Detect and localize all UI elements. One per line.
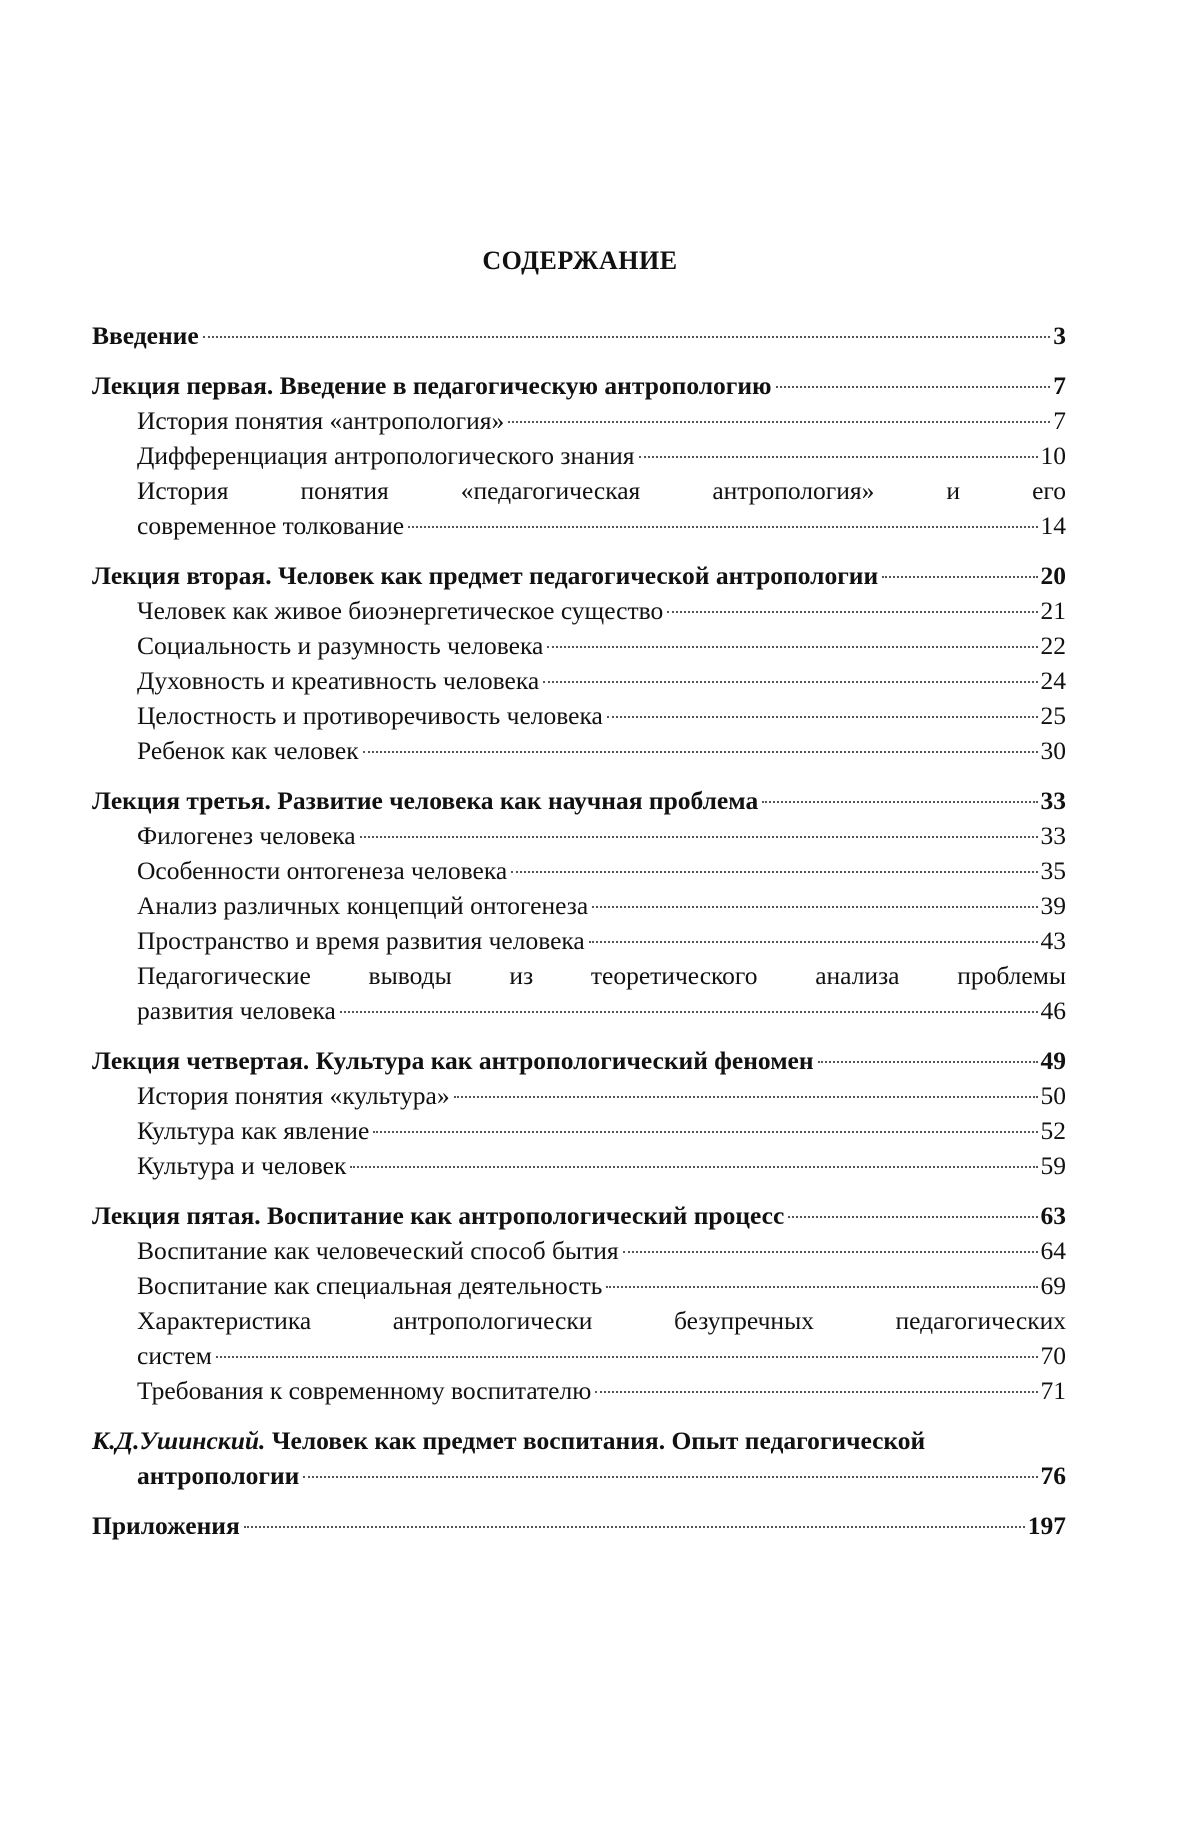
toc-entry-label: Лекция вторая. Человек как предмет педагогической антропологии (92, 561, 879, 590)
toc-subentry[interactable] (92, 993, 1066, 1028)
toc-entry-ushinsky-first-line[interactable] (92, 1423, 1066, 1458)
toc-subentry[interactable] (92, 508, 1066, 543)
dot-leader (244, 1526, 1025, 1528)
toc-subentry[interactable] (92, 923, 1066, 958)
toc-subentry[interactable] (92, 853, 1066, 888)
toc-page-number: 25 (1040, 701, 1066, 730)
toc-subentry[interactable] (92, 593, 1066, 628)
toc-section-lecture-2 (92, 558, 1066, 768)
toc-subentry[interactable] (92, 663, 1066, 698)
dot-leader (547, 646, 1037, 648)
dot-leader (762, 801, 1037, 803)
toc-entry-label: Анализ различных концепций онтогенеза (137, 891, 589, 920)
toc-subentry[interactable] (92, 1338, 1066, 1373)
toc-entry-label: Дифференциация антропологического знания (137, 441, 635, 470)
dot-leader (882, 576, 1037, 578)
toc-entry-label: Введение (92, 321, 199, 350)
dot-leader (623, 1251, 1038, 1253)
toc-entry-label: Лекция третья. Развитие человека как научная проблема (92, 786, 759, 815)
toc-section-lecture-3 (92, 783, 1066, 1028)
toc-page-number: 14 (1040, 511, 1066, 540)
toc-page-number: 71 (1040, 1376, 1066, 1405)
toc-subentry[interactable] (92, 733, 1066, 768)
toc-entry-label: Духовность и креативность человека (137, 666, 540, 695)
toc-page-number: 59 (1040, 1151, 1066, 1180)
toc-page-number: 10 (1040, 441, 1066, 470)
toc-subentry[interactable] (92, 1078, 1066, 1113)
toc-entry-label: систем (137, 1341, 212, 1370)
toc-page-number: 197 (1027, 1511, 1066, 1540)
toc-page-number: 39 (1040, 891, 1066, 920)
toc-entry-label: Целостность и противоречивость человека (137, 701, 603, 730)
author-name: К.Д.Ушинский. (92, 1426, 266, 1455)
toc-entry-label: антропологии (137, 1461, 300, 1490)
toc-entry-label: Воспитание как специальная деятельность (137, 1271, 603, 1300)
dot-leader (776, 386, 1051, 388)
toc-page-number: 7 (1053, 406, 1066, 435)
toc-entry-label: Культура и человек (137, 1151, 347, 1180)
dot-leader (508, 421, 1050, 423)
toc-entry-label: Человек как живое биоэнергетическое существо (137, 596, 664, 625)
dot-leader (363, 751, 1038, 753)
toc-entry-label: Социальность и разумность человека (137, 631, 544, 660)
toc-subentry[interactable] (92, 438, 1066, 473)
toc-entry-lecture-3[interactable] (92, 783, 1066, 818)
toc-entry-appendix[interactable] (92, 1508, 1066, 1543)
toc-subentry[interactable] (92, 888, 1066, 923)
toc-page-number: 52 (1040, 1116, 1066, 1145)
toc-entry-label: История понятия «культура» (137, 1081, 450, 1110)
toc-page-number: 76 (1040, 1461, 1066, 1490)
toc-page-number: 30 (1040, 736, 1066, 765)
toc-subentry[interactable] (92, 1268, 1066, 1303)
toc-subentry-first-line[interactable]: Характеристика антропологически безупречных педагогических (137, 1306, 1066, 1335)
toc-page-number: 7 (1053, 371, 1066, 400)
toc-entry-label: Лекция первая. Введение в педагогическую антропологию (92, 371, 772, 400)
toc-subentry[interactable] (92, 1148, 1066, 1183)
dot-leader (607, 716, 1038, 718)
table-of-contents (92, 318, 1066, 1558)
toc-subentry[interactable] (92, 1233, 1066, 1268)
dot-leader (639, 456, 1038, 458)
dot-leader (303, 1476, 1037, 1478)
toc-section-lecture-1 (92, 368, 1066, 543)
toc-entry-label: Воспитание как человеческий способ бытия (137, 1236, 619, 1265)
toc-entry-lecture-1[interactable] (92, 368, 1066, 403)
toc-page-number: 69 (1040, 1271, 1066, 1300)
toc-subentry[interactable] (92, 628, 1066, 663)
dot-leader (203, 336, 1051, 338)
toc-subentry-first-line[interactable]: История понятия «педагогическая антропология» и его (137, 476, 1066, 505)
dot-leader (595, 1391, 1037, 1393)
dot-leader (667, 611, 1037, 613)
toc-page-number: 20 (1040, 561, 1066, 590)
dot-leader (216, 1356, 1038, 1358)
toc-entry-ushinsky[interactable] (92, 1458, 1066, 1493)
dot-leader (592, 906, 1037, 908)
dot-leader (543, 681, 1037, 683)
toc-entry-label: развития человека (137, 996, 336, 1025)
toc-subentry[interactable] (92, 1373, 1066, 1408)
toc-entry-label: Лекция пятая. Воспитание как антропологический процесс (92, 1201, 785, 1230)
toc-entry-label: Ребенок как человек (137, 736, 359, 765)
toc-entry-lecture-4[interactable] (92, 1043, 1066, 1078)
toc-page-number: 3 (1053, 321, 1066, 350)
dot-leader (360, 836, 1038, 838)
toc-page-number: 33 (1040, 786, 1066, 815)
toc-subentry[interactable] (92, 1113, 1066, 1148)
toc-page-number: 46 (1040, 996, 1066, 1025)
toc-page-number: 22 (1040, 631, 1066, 660)
toc-section-intro (92, 318, 1066, 353)
dot-leader (589, 941, 1038, 943)
toc-entry-label: Особенности онтогенеза человека (137, 856, 508, 885)
toc-entry-label: Приложения (92, 1511, 240, 1540)
toc-page-number: 21 (1040, 596, 1066, 625)
toc-section-lecture-5 (92, 1198, 1066, 1408)
toc-section-appendix (92, 1508, 1066, 1543)
toc-page-number: 35 (1040, 856, 1066, 885)
dot-leader (511, 871, 1037, 873)
toc-entry-label: Филогенез человека (137, 821, 356, 850)
toc-page-number: 50 (1040, 1081, 1066, 1110)
toc-subentry[interactable] (92, 818, 1066, 853)
dot-leader (454, 1096, 1038, 1098)
toc-entry-label: современное толкование (137, 511, 405, 540)
toc-page-number: 70 (1040, 1341, 1066, 1370)
toc-entry-label: Лекция четвертая. Культура как антропологический феномен (92, 1046, 814, 1075)
dot-leader (373, 1131, 1037, 1133)
toc-entry-label: Культура как явление (137, 1116, 370, 1145)
dot-leader (340, 1011, 1038, 1013)
toc-section-ushinsky (92, 1423, 1066, 1493)
toc-page-number: 49 (1040, 1046, 1066, 1075)
toc-entry-intro[interactable] (92, 318, 1066, 353)
toc-entry-label: История понятия «антропология» (137, 406, 505, 435)
toc-subentry[interactable] (92, 698, 1066, 733)
toc-subentry[interactable] (92, 403, 1066, 438)
dot-leader (788, 1216, 1037, 1218)
toc-page-number: 24 (1040, 666, 1066, 695)
dot-leader (408, 526, 1037, 528)
page-title: СОДЕРЖАНИЕ (482, 246, 678, 275)
toc-entry-lecture-5[interactable] (92, 1198, 1066, 1233)
toc-page-number: 64 (1040, 1236, 1066, 1265)
toc-entry-lecture-2[interactable] (92, 558, 1066, 593)
toc-entry-label: Требования к современному воспитателю (137, 1376, 592, 1405)
toc-section-lecture-4 (92, 1043, 1066, 1183)
dot-leader (606, 1286, 1037, 1288)
toc-page-number: 43 (1040, 926, 1066, 955)
dot-leader (350, 1166, 1037, 1168)
toc-page-number: 63 (1040, 1201, 1066, 1230)
toc-page-number: 33 (1040, 821, 1066, 850)
toc-entry-label: Человек как предмет воспитания. Опыт педагогической (271, 1426, 926, 1455)
toc-entry-label: Пространство и время развития человека (137, 926, 585, 955)
toc-subentry-first-line[interactable]: Педагогические выводы из теоретического анализа проблемы (137, 961, 1066, 990)
dot-leader (818, 1061, 1038, 1063)
